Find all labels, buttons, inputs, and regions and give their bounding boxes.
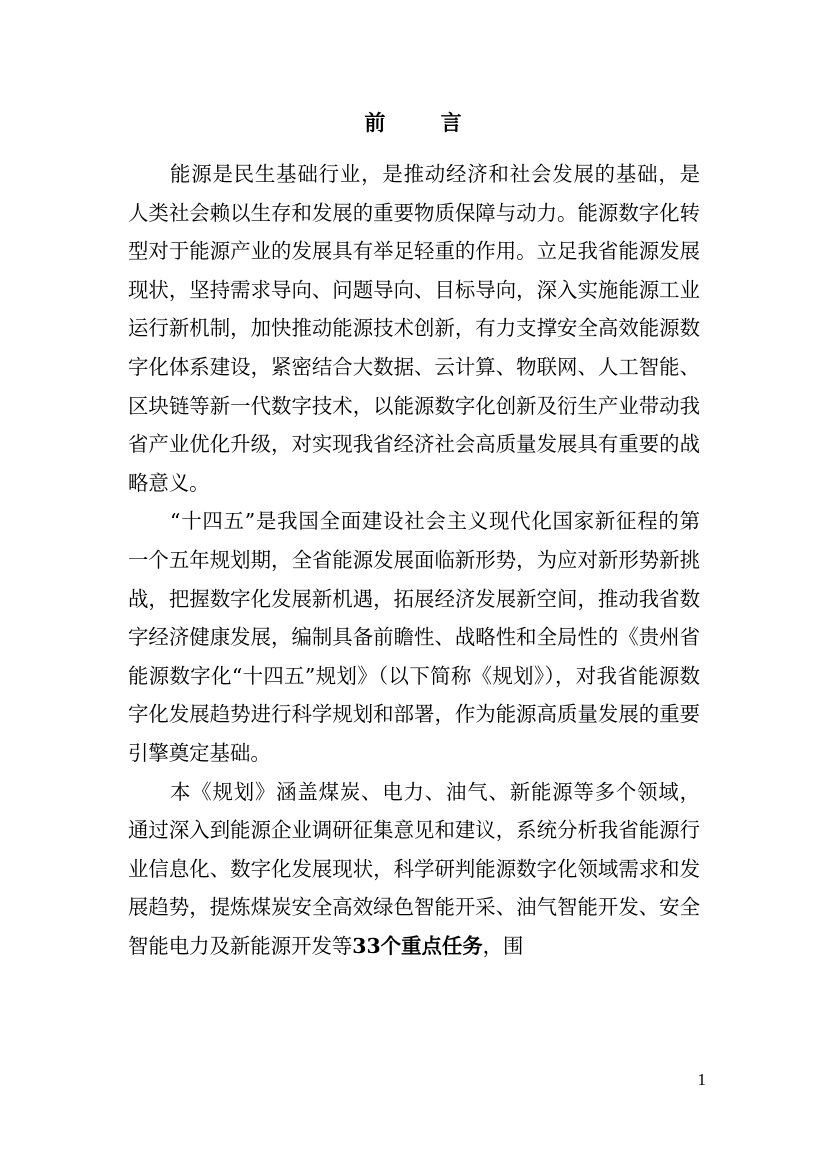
plan-scope-continuation: ，围: [482, 933, 524, 958]
document-body: [128, 155, 700, 965]
paragraph-energy-foundation: 能源是民生基础行业，是推动经济和社会发展的基础，是人类社会赖以生存和发展的重要物质保障与动力。能源数字化转型对于能源产业的发展具有举足轻重的作用。立足我省能源发展现状，坚持需求导向、问题导向、目标导向，深入实施能源工业运行新机制，加快推动能源技术创新，有力支撑安全高效能源数字化体系建设，紧密结合大数据、云计算、物联网、人工智能、区块链等新一代数字技术，以能源数字化创新及衍生产业带动我省产业优化升级，对实现我省经济社会高质量发展具有重要的战略意义。: [128, 162, 700, 495]
key-task-count: 33个重点任务: [352, 933, 483, 958]
page-title: 前 言: [364, 110, 486, 135]
page-number: 1: [697, 1070, 706, 1089]
plan-scope-text: 本《规划》涵盖煤炭、电力、油气、新能源等多个领域，通过深入到能源企业调研征集意见和建议，系统分析我省能源行业信息化、数字化发展现状，科学研判能源数字化领域需求和发展趋势，提炼煤炭安全高效绿色智能开采、油气智能开发、安全智能电力及新能源开发等: [128, 779, 700, 958]
paragraph-fourteenth-five-year-plan: “十四五”是我国全面建设社会主义现代化国家新征程的第一个五年规划期，全省能源发展面临新形势，为应对新形势新挑战，把握数字化发展新机遇，拓展经济发展新空间，推动我省数字经济健康发展，编制具备前瞻性、战略性和全局性的《贵州省能源数字化“十四五”规划》（以下简称《规划》），对我省能源数字化发展趋势进行科学规划和部署，作为能源高质量发展的重要引擎奠定基础。: [128, 509, 700, 765]
paragraph-plan-scope: [128, 773, 700, 966]
